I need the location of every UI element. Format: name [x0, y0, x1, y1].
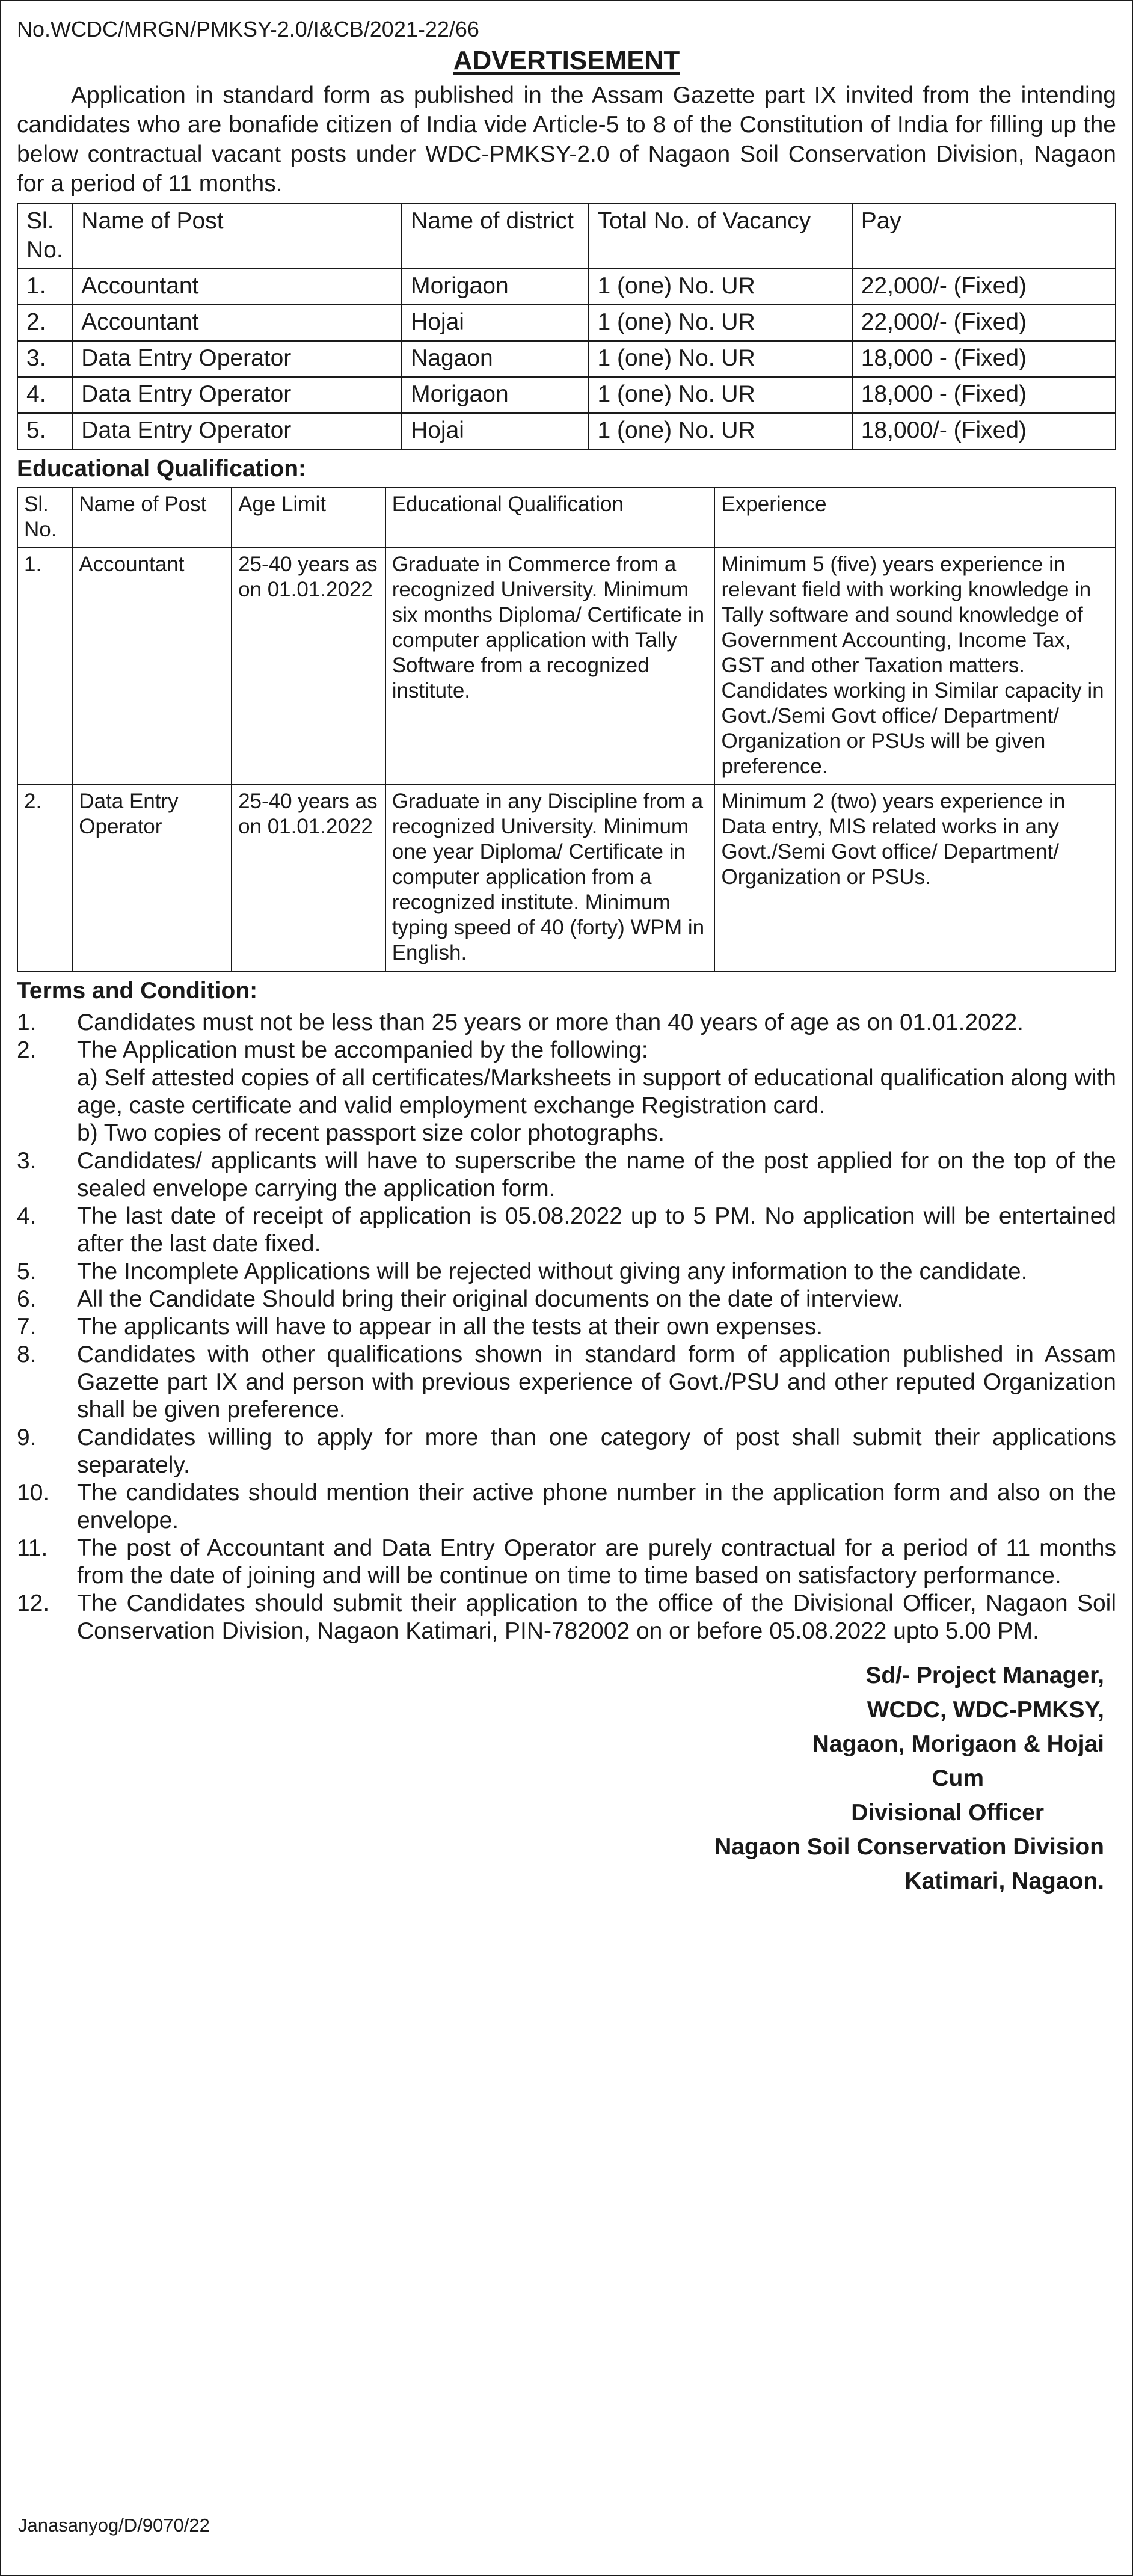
term-text: Candidates willing to apply for more than one category of post shall submit their applications separately. — [77, 1424, 1116, 1478]
term-text: The candidates should mention their active phone number in the application form and also on the envelope. — [77, 1480, 1116, 1533]
cell-experience: Minimum 5 (five) years experience in relevant field with working knowledge in Tally software and sound knowledge of Government Accounting, Income Tax, GST and other Taxation matters. Candidates working in Similar capacity in Govt./Semi Govt office/ Department/ Organization or PSUs will be given preference. — [714, 548, 1116, 785]
signature-line: Nagaon Soil Conservation Division — [714, 1834, 1104, 1860]
cell-age-limit: 25-40 years as on 01.01.2022 — [232, 548, 385, 785]
reference-number: No.WCDC/MRGN/PMKSY-2.0/I&CB/2021-22/66 — [17, 17, 479, 41]
term-text-group — [77, 1037, 1116, 1147]
term-text: Candidates with other qualifications shown in standard form of application published in Assam Gazette part IX and person with previous experience of Govt./PSU and other reputed Organization shall be given preference. — [77, 1342, 1116, 1423]
cell-sl-no: 1. — [17, 269, 72, 305]
list-item — [17, 1147, 1116, 1203]
term-number: 2. — [17, 1037, 37, 1063]
cell-pay: 22,000/- (Fixed) — [852, 269, 1116, 305]
term-number: 3. — [17, 1148, 37, 1174]
term-number: 10. — [17, 1480, 50, 1506]
term-subitem-a: a) Self attested copies of all certificates/Marksheets in support of educational qualification along with age, caste certificate and valid employment exchange Registration card. — [77, 1065, 1116, 1118]
list-item — [17, 1535, 1116, 1590]
cell-district: Hojai — [402, 413, 588, 449]
term-text: All the Candidate Should bring their original documents on the date of interview. — [77, 1286, 904, 1312]
col-header-sl-no: Sl. No. — [17, 488, 72, 548]
term-number: 9. — [17, 1424, 37, 1450]
cell-post: Accountant — [72, 548, 232, 785]
term-number: 6. — [17, 1286, 37, 1312]
list-item — [17, 1590, 1116, 1645]
term-number: 12. — [17, 1590, 50, 1616]
list-item — [17, 1341, 1116, 1424]
term-text: The last date of receipt of application is 05.08.2022 up to 5 PM. No application will be entertained after the last date fixed. — [77, 1203, 1116, 1257]
col-header-educational-qualification: Educational Qualification — [385, 488, 715, 548]
cell-post: Data Entry Operator — [72, 341, 402, 377]
list-item — [17, 1479, 1116, 1535]
cell-pay: 18,000 - (Fixed) — [852, 341, 1116, 377]
signature-block — [17, 1658, 1116, 1898]
list-item — [17, 1424, 1116, 1479]
cell-district: Morigaon — [402, 269, 588, 305]
cell-sl-no: 5. — [17, 413, 72, 449]
term-number: 7. — [17, 1314, 37, 1340]
cell-post: Data Entry Operator — [72, 377, 402, 413]
list-item — [17, 1037, 1116, 1147]
col-header-district: Name of district — [402, 204, 588, 269]
list-item — [17, 1258, 1116, 1286]
publication-code: Janasanyog/D/9070/22 — [18, 2515, 210, 2536]
signature-line: Sd/- Project Manager, — [865, 1663, 1104, 1688]
cell-sl-no: 4. — [17, 377, 72, 413]
col-header-age-limit: Age Limit — [232, 488, 385, 548]
cell-vacancy: 1 (one) No. UR — [589, 269, 852, 305]
col-header-vacancy: Total No. of Vacancy — [589, 204, 852, 269]
term-text: The applicants will have to appear in all the tests at their own expenses. — [77, 1314, 823, 1340]
term-number: 11. — [17, 1535, 48, 1561]
vacancy-table-header — [17, 204, 1116, 269]
cell-vacancy: 1 (one) No. UR — [589, 305, 852, 341]
page-title: ADVERTISEMENT — [453, 46, 680, 75]
qualification-table-header — [17, 488, 1116, 548]
list-item — [17, 1009, 1116, 1037]
cell-district: Morigaon — [402, 377, 588, 413]
table-row — [17, 548, 1116, 785]
list-item — [17, 1203, 1116, 1258]
term-number: 8. — [17, 1342, 37, 1367]
cell-vacancy: 1 (one) No. UR — [589, 413, 852, 449]
col-header-name-of-post: Name of Post — [72, 488, 232, 548]
table-row — [17, 785, 1116, 971]
term-text: The Incomplete Applications will be rejected without giving any information to the candidate. — [77, 1259, 1028, 1284]
cell-district: Hojai — [402, 305, 588, 341]
cell-experience: Minimum 2 (two) years experience in Data entry, MIS related works in any Govt./Semi Govt office/ Department/ Organization or PSUs. — [714, 785, 1116, 971]
intro-paragraph: Application in standard form as published in the Assam Gazette part IX invited from the intending candidates who are bonafide citizen of India vide Article-5 to 8 of the Constitution of India for filling up the below contractual vacant posts under WDC-PMKSY-2.0 of Nagaon Soil Conservation Division, Nagaon for a period of 11 months. — [17, 82, 1116, 197]
cell-post: Accountant — [72, 305, 402, 341]
cell-sl-no: 2. — [17, 305, 72, 341]
signature-line: Katimari, Nagaon. — [904, 1868, 1104, 1894]
cell-pay: 18,000/- (Fixed) — [852, 413, 1116, 449]
col-header-name-of-post: Name of Post — [72, 204, 402, 269]
cell-sl-no: 2. — [17, 785, 72, 971]
cell-post: Data Entry Operator — [72, 413, 402, 449]
col-header-sl-no: Sl. No. — [17, 204, 72, 269]
cell-sl-no: 1. — [17, 548, 72, 785]
term-subitem-b: b) Two copies of recent passport size color photographs. — [77, 1120, 665, 1146]
terms-heading: Terms and Condition: — [17, 978, 258, 1004]
terms-list — [17, 1009, 1116, 1645]
term-text: Candidates must not be less than 25 years or more than 40 years of age as on 01.01.2022. — [77, 1010, 1024, 1035]
col-header-experience: Experience — [714, 488, 1116, 548]
term-text: The Candidates should submit their application to the office of the Divisional Officer, Nagaon Soil Conservation Division, Nagaon Katimari, PIN-782002 on or before 05.08.2022 upto 5.00 PM. — [77, 1590, 1116, 1644]
cell-vacancy: 1 (one) No. UR — [589, 341, 852, 377]
term-text: The post of Accountant and Data Entry Operator are purely contractual for a period of 11 months from the date of joining and will be continue on time to time based on satisfactory performance. — [77, 1535, 1116, 1589]
cell-pay: 18,000 - (Fixed) — [852, 377, 1116, 413]
cell-qualification: Graduate in any Discipline from a recognized University. Minimum one year Diploma/ Certificate in computer application from a recognized institute. Minimum typing speed of 40 (forty) WPM in English. — [385, 785, 715, 971]
cell-sl-no: 3. — [17, 341, 72, 377]
signature-line: WCDC, WDC-PMKSY, — [867, 1697, 1104, 1723]
qualification-table — [17, 487, 1116, 972]
cell-district: Nagaon — [402, 341, 588, 377]
table-row — [17, 269, 1116, 305]
cell-post: Data Entry Operator — [72, 785, 232, 971]
table-row — [17, 377, 1116, 413]
signature-line: Cum — [932, 1765, 984, 1791]
table-row — [17, 305, 1116, 341]
cell-post: Accountant — [72, 269, 402, 305]
col-header-pay: Pay — [852, 204, 1116, 269]
cell-vacancy: 1 (one) No. UR — [589, 377, 852, 413]
term-number: 5. — [17, 1259, 37, 1284]
vacancy-table — [17, 203, 1116, 450]
term-text: The Application must be accompanied by the following: — [77, 1037, 648, 1063]
signature-line: Nagaon, Morigaon & Hojai — [812, 1731, 1104, 1757]
term-text: Candidates/ applicants will have to superscribe the name of the post applied for on the top of the sealed envelope carrying the application form. — [77, 1148, 1116, 1201]
table-row — [17, 413, 1116, 449]
cell-pay: 22,000/- (Fixed) — [852, 305, 1116, 341]
cell-age-limit: 25-40 years as on 01.01.2022 — [232, 785, 385, 971]
signature-line: Divisional Officer — [851, 1800, 1044, 1826]
list-item — [17, 1313, 1116, 1341]
term-number: 1. — [17, 1010, 37, 1035]
term-number: 4. — [17, 1203, 37, 1229]
qualification-heading: Educational Qualification: — [17, 456, 307, 482]
list-item — [17, 1286, 1116, 1313]
table-row — [17, 341, 1116, 377]
cell-qualification: Graduate in Commerce from a recognized University. Minimum six months Diploma/ Certificate in computer application with Tally Software from a recognized institute. — [385, 548, 715, 785]
